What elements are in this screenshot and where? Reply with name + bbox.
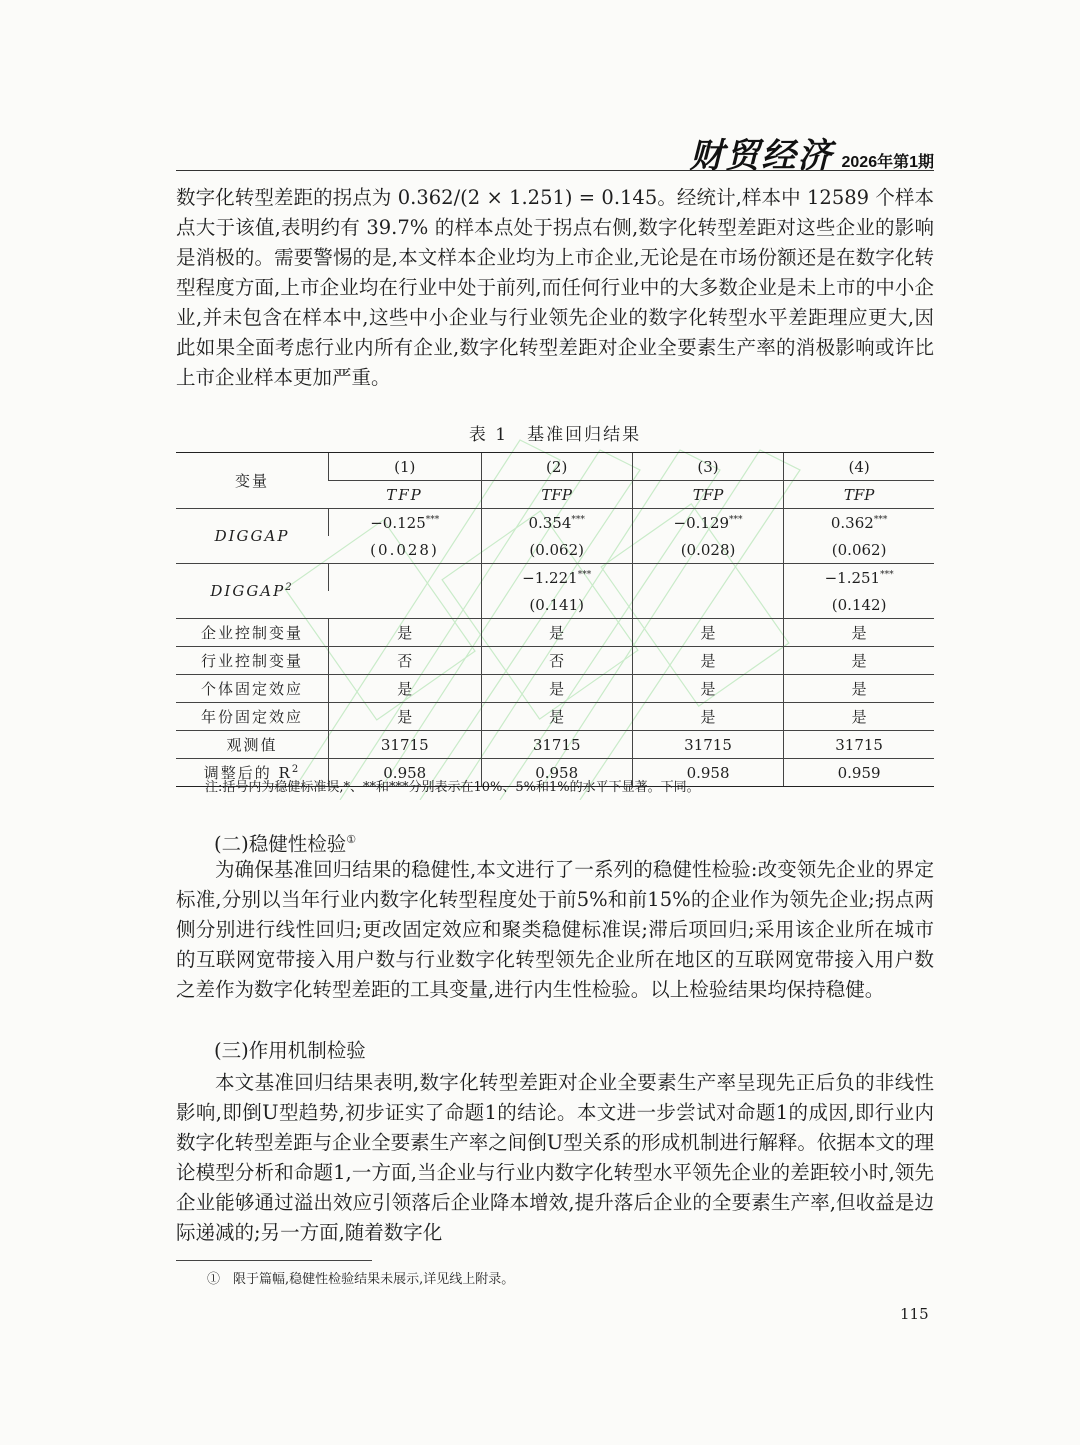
table-header-row [176,453,934,481]
row-label: 年份固定效应 [176,703,329,731]
issue-label: 2026年第1期 [841,154,934,171]
header-rule [176,170,934,171]
table-cell: 是 [632,703,783,731]
row-label: 企业控制变量 [176,619,329,647]
table-cell: 0.958 [481,759,632,787]
table-cell: 是 [329,703,482,731]
table-cell: 否 [329,647,482,675]
diggap2-label: DIGGAP$^2$ [176,564,329,619]
col-header: (1) [329,453,482,481]
row-label: 观测值 [176,731,329,759]
section-heading: (三)作用机制检验 [214,1039,366,1062]
table-caption: 表 1 基准回归结果 [468,425,642,445]
table-row [176,647,934,675]
paragraph-1: 数字化转型差距的拐点为 0.362/(2 × 1.251) = 0.145。经统计,样本中 12589 个样本点大于该值,表明约有 39.7% 的样本点处于拐点右侧,数字化转型差距对这些企业的影响是消极的。需要警惕的是,本文样本企业均为上市企业,无论是在市场份额还是在数字化转型程度方面,上市企业均在行业中处于前列,而任何行业中的大多数企业是未上市的中小企业,并未包含在样本中,这些中小企业与行业领先企业的数字化转型水平差距理应更大,因此如果全面考虑行业内所有企业,数字化转型差距对企业全要素生产率的消极影响或许比上市企业样本更加严重。 [176,186,934,389]
dep-var: TFP [784,481,934,509]
table-cell: 是 [784,675,934,703]
se-cell: (0.062) [784,536,934,564]
table-cell: 是 [632,619,783,647]
coef-cell: −0.125*** [329,509,482,537]
coef-cell: 0.354*** [481,509,632,537]
table-row [176,675,934,703]
se-cell [329,591,482,619]
se-cell: (0.141) [481,591,632,619]
row-label: 个体固定效应 [176,675,329,703]
table-row [176,564,934,592]
table-row [176,509,934,537]
col-header: (4) [784,453,934,481]
table-cell: 0.958 [329,759,482,787]
table-cell: 是 [329,619,482,647]
table-row [176,703,934,731]
coef-cell: −0.129*** [632,509,783,537]
coef-cell [329,564,482,592]
col-header: (2) [481,453,632,481]
table-cell: 是 [632,675,783,703]
coef-cell: −1.251*** [784,564,934,592]
table-cell: 31715 [329,731,482,759]
table-cell: 否 [481,647,632,675]
se-cell [632,591,783,619]
regression-table [176,452,934,787]
table-cell: 0.958 [632,759,783,787]
coef-cell [632,564,783,592]
dep-var: TFP [329,481,482,509]
table-cell: 是 [784,619,934,647]
footnote-mark[interactable]: ① [346,833,357,846]
se-cell: (0.028) [370,540,439,559]
paragraph-3: 本文基准回归结果表明,数字化转型差距对企业全要素生产率呈现先正后负的非线性影响,即倒U型趋势,初步证实了命题1的结论。本文进一步尝试对命题1的成因,即行业内数字化转型差距与企业全要素生产率之间倒U型关系的形成机制进行解释。依据本文的理论模型分析和命题1,一方面,当企业与行业内数字化转型水平领先企业的差距较小时,领先企业能够通过溢出效应引领落后企业降本增效,提升落后企业的全要素生产率,但收益是边际递减的;另一方面,随着数字化 [176,1071,934,1244]
col-header: (3) [632,453,783,481]
diggap-label: DIGGAP [176,509,329,564]
table-cell: 31715 [632,731,783,759]
se-cell: (0.062) [481,536,632,564]
table-cell: 是 [481,675,632,703]
table-cell: 31715 [481,731,632,759]
coef-cell: −1.221*** [481,564,632,592]
section-heading: (二)稳健性检验① [214,832,357,856]
table-note: 注:括号内为稳健标准误,*、**和***分别表示在10%、5%和1%的水平下显著。下同。 [205,780,700,795]
row-label: 调整后的 $R^2$ [176,759,329,787]
row-label: 行业控制变量 [176,647,329,675]
table-cell: 是 [481,703,632,731]
paragraph-2: 为确保基准回归结果的稳健性,本文进行了一系列的稳健性检验:改变领先企业的界定标准,分别以当年行业内数字化转型程度处于前5%和前15%的企业作为领先企业;拐点两侧分别进行线性回归;更改固定效应和聚类稳健标准误;滞后项回归;采用该企业所在城市的互联网宽带接入用户数与行业数字化转型领先企业所在地区的互联网宽带接入用户数之差作为数字化转型差距的工具变量,进行内生性检验。以上检验结果均保持稳健。 [176,858,934,1001]
table-row [176,619,934,647]
dep-var: TFP [481,481,632,509]
se-cell: (0.028) [632,536,783,564]
table-cell: 31715 [784,731,934,759]
table-cell: 是 [784,703,934,731]
page-number: 115 [900,1305,929,1323]
footnote-rule [176,1260,372,1261]
table-cell: 是 [784,647,934,675]
table-cell: 是 [329,675,482,703]
dep-var: TFP [632,481,783,509]
se-cell: (0.142) [784,591,934,619]
coef-cell: 0.362*** [784,509,934,537]
table-cell: 是 [632,647,783,675]
table-cell: 是 [481,619,632,647]
var-header: 变量 [176,453,329,509]
table-cell: 0.959 [784,759,934,787]
journal-title: 财贸经济 [689,136,834,176]
table-row [176,731,934,759]
footnote: ① 限于篇幅,稳健性检验结果未展示,详见线上附录。 [207,1272,515,1287]
